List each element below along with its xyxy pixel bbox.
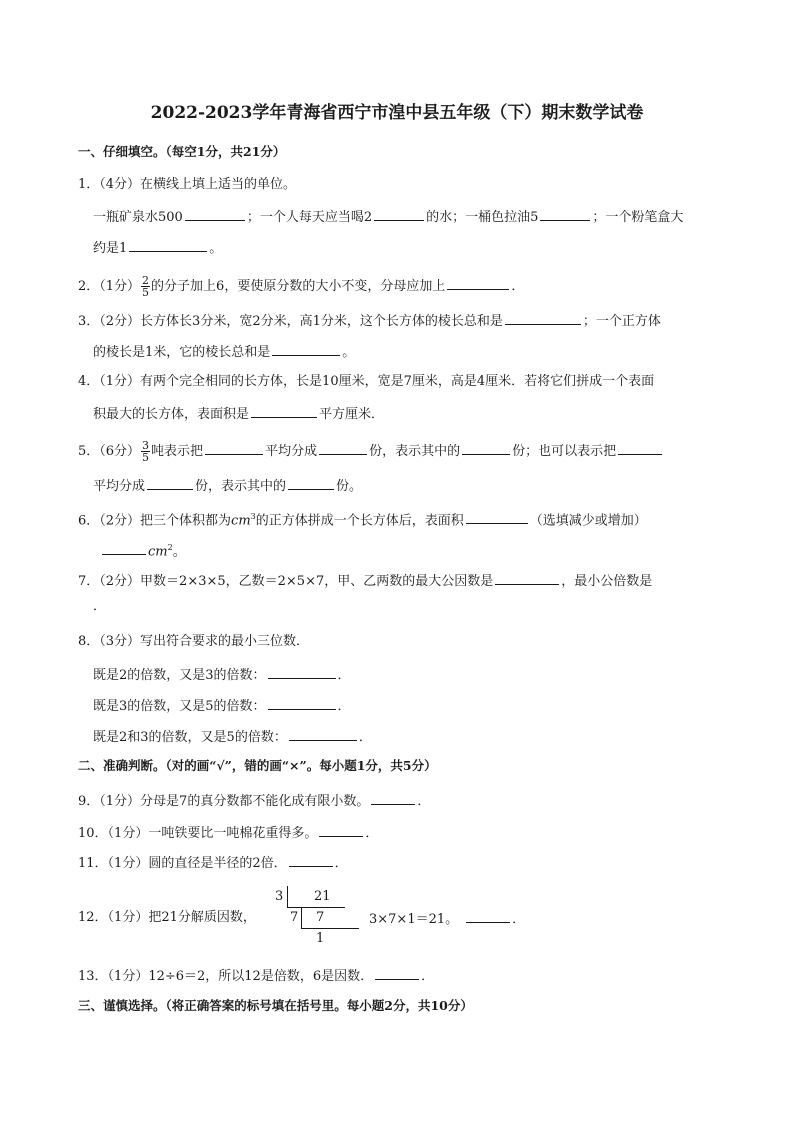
q6-unit-2-exponent: 2 xyxy=(167,543,173,552)
q2-numerator: 2 xyxy=(142,274,150,287)
ladder-dividend-1: 21 xyxy=(314,889,331,904)
q8-blank-3[interactable] xyxy=(289,727,357,741)
question-3-line1 xyxy=(78,311,661,331)
q5-text-g: 份。 xyxy=(336,479,363,494)
question-10 xyxy=(78,823,378,843)
section-2-heading: 二、准确判断。（对的画“√”，错的画“×”。每小题1分，共5分） xyxy=(78,758,437,773)
q5-text-f: 份，表示其中的 xyxy=(195,479,287,494)
q5-text-d: 份；也可以表示把 xyxy=(512,444,617,459)
q12-after-text: 3×7×1＝21。 xyxy=(369,912,459,927)
q8-blank-2[interactable] xyxy=(268,696,336,710)
q5-blank-2[interactable] xyxy=(319,441,367,455)
question-6-line2 xyxy=(100,539,186,561)
q10-text: 10．（1分）一吨铁要比一吨棉花重得多。 xyxy=(78,826,318,841)
question-12-after xyxy=(369,909,525,929)
page-title: 2022-2023学年青海省西宁市湟中县五年级（下）期末数学试卷 xyxy=(150,103,644,123)
q13-blank[interactable] xyxy=(375,966,419,980)
question-8-line-a xyxy=(93,665,351,685)
q3-text-2b: 。 xyxy=(342,345,356,360)
q1-text-f: 。 xyxy=(209,241,223,256)
question-6-line1 xyxy=(78,508,647,530)
q8-end-b: ． xyxy=(337,699,351,714)
section-1-heading: 一、仔细填空。（每空1分，共21分） xyxy=(78,144,286,159)
q12-end: ． xyxy=(512,912,526,927)
q4-text-2a: 积最大的长方体，表面积是 xyxy=(93,407,250,422)
ladder-dividend-2: 7 xyxy=(316,910,325,925)
q2-denominator: 5 xyxy=(142,286,150,299)
q5-denominator: 5 xyxy=(142,451,150,464)
q2-blank[interactable] xyxy=(447,276,509,290)
q4-text-2b: 平方厘米． xyxy=(319,407,385,422)
q3-blank-2[interactable] xyxy=(272,342,340,356)
question-7-line2: ． xyxy=(93,599,107,614)
q2-prefix: 2．（1分） xyxy=(78,279,141,294)
q6-text-c: （选填减少或增加） xyxy=(529,513,647,529)
q3-blank-1[interactable] xyxy=(505,311,581,325)
q9-end: ． xyxy=(417,794,431,809)
q10-blank[interactable] xyxy=(319,823,363,837)
section-3-heading: 三、谨慎选择。（将正确答案的标号填在括号里。每小题2分，共10分） xyxy=(78,998,473,1013)
ladder-bracket-h1 xyxy=(287,907,345,908)
q11-end: ． xyxy=(334,856,348,871)
question-5-line2 xyxy=(93,476,362,496)
q5-blank-1[interactable] xyxy=(205,441,263,455)
q5-text-e: 平均分成 xyxy=(93,479,146,494)
q13-end: ． xyxy=(421,969,435,984)
question-12-text: 12．（1分）把21分解质因数， xyxy=(78,910,256,925)
q8-blank-1[interactable] xyxy=(268,665,336,679)
q3-text-1b: ；一个正方体 xyxy=(582,314,661,329)
q5-text-c: 份，表示其中的 xyxy=(369,444,461,459)
q5-blank-4[interactable] xyxy=(618,441,662,455)
ladder-divisor-2: 7 xyxy=(290,910,299,925)
q5-prefix: 5．（6分） xyxy=(78,444,141,459)
q6-unit: cm xyxy=(231,513,251,529)
q5-blank-3[interactable] xyxy=(462,441,510,455)
q5-blank-5[interactable] xyxy=(147,476,193,490)
q11-blank[interactable] xyxy=(289,853,333,867)
question-8-head: 8．（3分）写出符合要求的最小三位数． xyxy=(78,634,310,649)
q3-text-2a: 的棱长是1米，它的棱长总和是 xyxy=(93,345,271,360)
q1-text-c: 的水；一桶色拉油5 xyxy=(426,210,539,225)
question-4-line2 xyxy=(93,404,384,424)
q8-end-c: ． xyxy=(358,730,372,745)
q12-blank[interactable] xyxy=(466,909,510,923)
ladder-bracket-v2 xyxy=(301,908,302,929)
q8-text-a: 既是2的倍数，又是3的倍数： xyxy=(93,668,266,683)
question-11 xyxy=(78,853,348,873)
q6-text-a: 6．（2分）把三个体积都为 xyxy=(78,513,232,529)
question-2 xyxy=(78,275,524,298)
question-3-line2 xyxy=(93,342,355,362)
question-1-line1 xyxy=(93,207,683,227)
q1-blank-2[interactable] xyxy=(374,207,424,221)
q6-unit-exponent: 3 xyxy=(250,512,256,521)
q7-text-1a: 7．（2分）甲数＝2×3×5，乙数＝2×5×7，甲、乙两数的最大公因数是 xyxy=(78,574,494,589)
q6-end: 。 xyxy=(172,544,186,560)
question-4-line1: 4．（1分）有两个完全相同的长方体，长是10厘米，宽是7厘米，高是4厘米．若将它们拼成一个表面 xyxy=(78,374,655,389)
q8-text-b: 既是3的倍数，又是5的倍数： xyxy=(93,699,266,714)
q1-text-b: ；一个人每天应当喝2 xyxy=(246,210,373,225)
q1-text-e: 约是1 xyxy=(93,241,128,256)
ladder-result: 1 xyxy=(316,931,325,946)
q6-text-b: 的正方体拼成一个长方体后，表面积 xyxy=(255,513,464,529)
question-8-line-b xyxy=(93,696,351,716)
question-5-line1 xyxy=(78,440,664,463)
q6-blank-1[interactable] xyxy=(466,510,528,524)
q2-fraction xyxy=(141,275,150,298)
q1-blank-1[interactable] xyxy=(185,207,245,221)
question-9 xyxy=(78,791,430,811)
q1-text-d: ；一个粉笔盒大 xyxy=(592,210,684,225)
question-1-head: 1．（4分）在横线上填上适当的单位。 xyxy=(78,177,297,192)
q4-blank[interactable] xyxy=(251,404,317,418)
q11-text: 11．（1分）圆的直径是半径的2倍． xyxy=(78,856,287,871)
q6-unit-2: cm xyxy=(148,544,168,560)
q9-blank[interactable] xyxy=(371,791,415,805)
ladder-bracket-v1 xyxy=(287,886,288,908)
q5-numerator: 3 xyxy=(142,439,150,452)
q8-end-a: ． xyxy=(337,668,351,683)
question-7-line1 xyxy=(78,571,652,591)
q5-text-a: 吨表示把 xyxy=(151,444,204,459)
q3-text-1a: 3．（2分）长方体长3分米，宽2分米，高1分米，这个长方体的棱长总和是 xyxy=(78,314,503,329)
q1-blank-4[interactable] xyxy=(129,238,207,252)
short-division-ladder xyxy=(270,884,362,946)
q10-end: ． xyxy=(365,826,379,841)
q9-text: 9．（1分）分母是7的真分数都不能化成有限小数。 xyxy=(78,794,370,809)
ladder-bracket-h2 xyxy=(301,928,359,929)
q5-blank-6[interactable] xyxy=(288,476,334,490)
q5-text-b: 平均分成 xyxy=(265,444,318,459)
ladder-divisor-1: 3 xyxy=(275,889,284,904)
q1-text-a: 一瓶矿泉水500 xyxy=(93,210,183,225)
q2-end: ． xyxy=(511,279,525,294)
q5-fraction xyxy=(141,440,150,463)
q8-text-c: 既是2和3的倍数，又是5的倍数： xyxy=(93,730,287,745)
question-8-line-c xyxy=(93,727,372,747)
q1-blank-3[interactable] xyxy=(540,207,590,221)
q7-text-1b: ，最小公倍数是 xyxy=(561,574,653,589)
q7-blank-1[interactable] xyxy=(495,571,559,585)
question-1-line2 xyxy=(93,238,222,258)
q13-text: 13．（1分）12÷6＝2，所以12是倍数，6是因数． xyxy=(78,969,374,984)
question-13 xyxy=(78,966,434,986)
q2-text: 的分子加上6，要使原分数的大小不变，分母应加上 xyxy=(151,279,446,294)
q6-blank-2[interactable] xyxy=(102,541,146,555)
